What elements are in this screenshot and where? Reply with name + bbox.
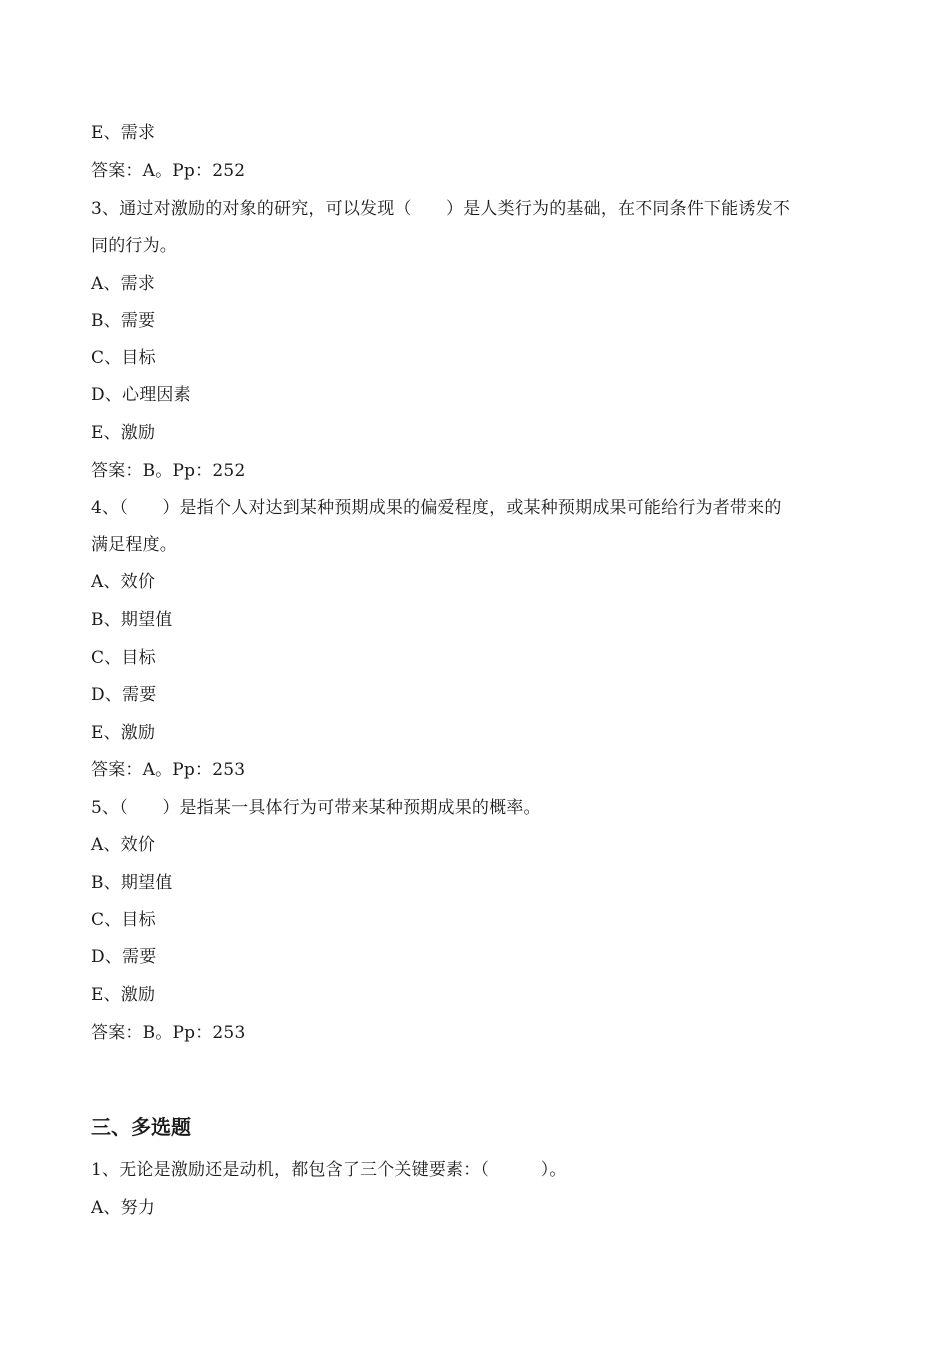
option-line: E、需求	[91, 123, 156, 143]
option-line: D、需要	[91, 947, 157, 967]
question-line: 5、（ ）是指某一具体行为可带来某种预期成果的概率。	[91, 798, 541, 818]
option-line: C、目标	[91, 910, 156, 930]
option-line: A、需求	[91, 274, 156, 294]
option-line: A、效价	[91, 572, 156, 592]
option-line: B、期望值	[91, 873, 173, 893]
option-line: D、需要	[91, 685, 157, 705]
option-line: E、激励	[91, 985, 156, 1005]
option-line: A、效价	[91, 835, 156, 855]
option-line: D、心理因素	[91, 385, 191, 405]
question-line: 1、无论是激励还是动机，都包含了三个关键要素：（ ）。	[91, 1160, 567, 1180]
question-line-continued: 满足程度。	[91, 535, 177, 555]
option-line: C、目标	[91, 648, 156, 668]
option-line: B、需要	[91, 311, 156, 331]
option-line: B、期望值	[91, 610, 173, 630]
option-line: A、努力	[91, 1198, 156, 1218]
answer-line: 答案：A。Pp：252	[91, 161, 246, 181]
answer-line: 答案：B。Pp：252	[91, 461, 246, 481]
question-line-continued: 同的行为。	[91, 236, 177, 256]
answer-line: 答案：A。Pp：253	[91, 760, 246, 780]
answer-line: 答案：B。Pp：253	[91, 1023, 246, 1043]
question-line: 4、（ ）是指个人对达到某种预期成果的偏爱程度，或某种预期成果可能给行为者带来的	[91, 498, 782, 518]
option-line: C、目标	[91, 348, 156, 368]
option-line: E、激励	[91, 723, 156, 743]
question-line: 3、通过对激励的对象的研究，可以发现（ ）是人类行为的基础，在不同条件下能诱发不	[91, 199, 791, 219]
section-heading: 三、多选题	[91, 1115, 191, 1139]
option-line: E、激励	[91, 423, 156, 443]
